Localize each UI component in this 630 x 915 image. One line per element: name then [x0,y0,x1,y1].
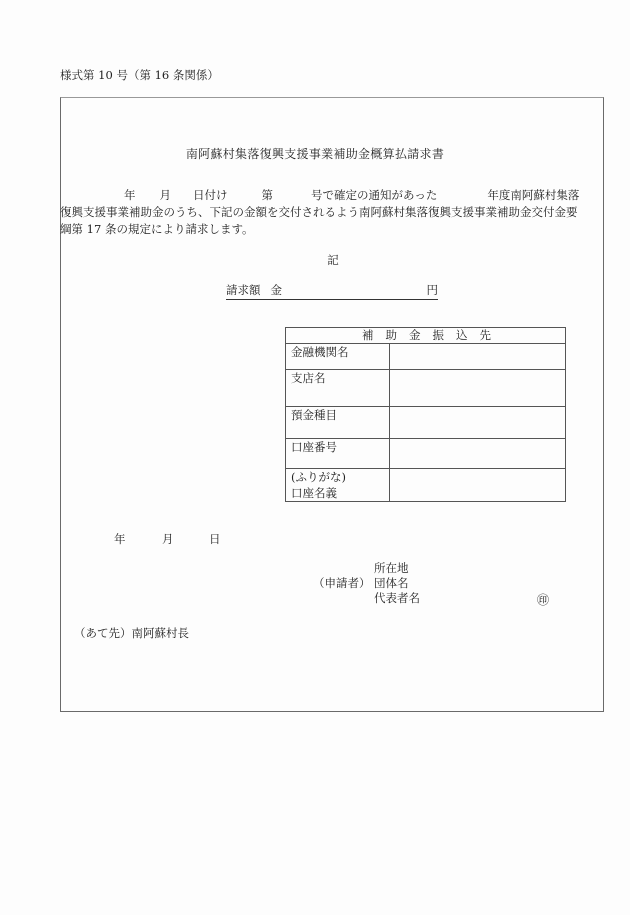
table-row [286,439,566,469]
account-holder-label [286,469,390,502]
notice-date-label: 日付け [193,188,228,202]
claim-unit: 円 [426,283,438,297]
notice-month-label: 月 [159,188,171,202]
bank-table-header: 補助金振込先 [286,328,566,344]
addressee: （あて先）南阿蘇村長 [74,626,189,640]
applicant-role: （申請者） [313,576,371,590]
bank-name-field[interactable] [390,344,566,370]
table-row [286,370,566,407]
bank-name-label: 金融機関名 [286,344,390,370]
fiscal-year-label: 年度南阿蘇村集落 [487,188,580,202]
table-row [286,344,566,370]
applicant-block [374,561,420,606]
date-month-label: 月 [162,532,174,546]
furigana-label: (ふりがな) [291,470,346,484]
claim-amount-field[interactable] [292,282,427,298]
branch-name-label: 支店名 [286,370,390,407]
account-number-field[interactable] [390,439,566,469]
form-number: 様式第 10 号（第 16 条関係） [60,68,219,82]
account-type-label: 預金種目 [286,407,390,439]
notice-no-suffix: 号で確定の通知があった [311,188,438,202]
account-holder-name-label: 口座名義 [291,486,337,500]
table-row [286,469,566,502]
organization-label: 団体名 [374,576,409,590]
claim-label: 請求額 [226,283,261,297]
request-paragraph [60,187,601,238]
address-label: 所在地 [374,561,409,575]
claim-amount-line [226,282,438,300]
branch-name-field[interactable] [390,370,566,407]
date-day-label: 日 [209,532,221,546]
representative-label: 代表者名 [374,591,420,605]
paragraph-line-3: 綱第 17 条の規定により請求します。 [60,222,254,236]
account-number-label: 口座番号 [286,439,390,469]
document-title: 南阿蘇村集落復興支援事業補助金概算払請求書 [185,147,445,161]
date-year-label: 年 [114,532,126,546]
seal-icon: ㊞ [537,593,550,607]
notice-no-prefix: 第 [261,188,273,202]
bank-transfer-table [285,327,566,502]
paragraph-line-2: 復興支援事業補助金のうち、下記の金額を交付されるよう南阿蘇村集落復興支援事業補助金交付金要 [60,205,578,219]
claim-prefix: 金 [270,283,282,297]
notice-year-label: 年 [124,188,136,202]
account-holder-field[interactable] [390,469,566,502]
account-type-field[interactable] [390,407,566,439]
paragraph-line-1 [66,187,601,204]
ki-heading: 記 [327,253,339,267]
table-row [286,407,566,439]
